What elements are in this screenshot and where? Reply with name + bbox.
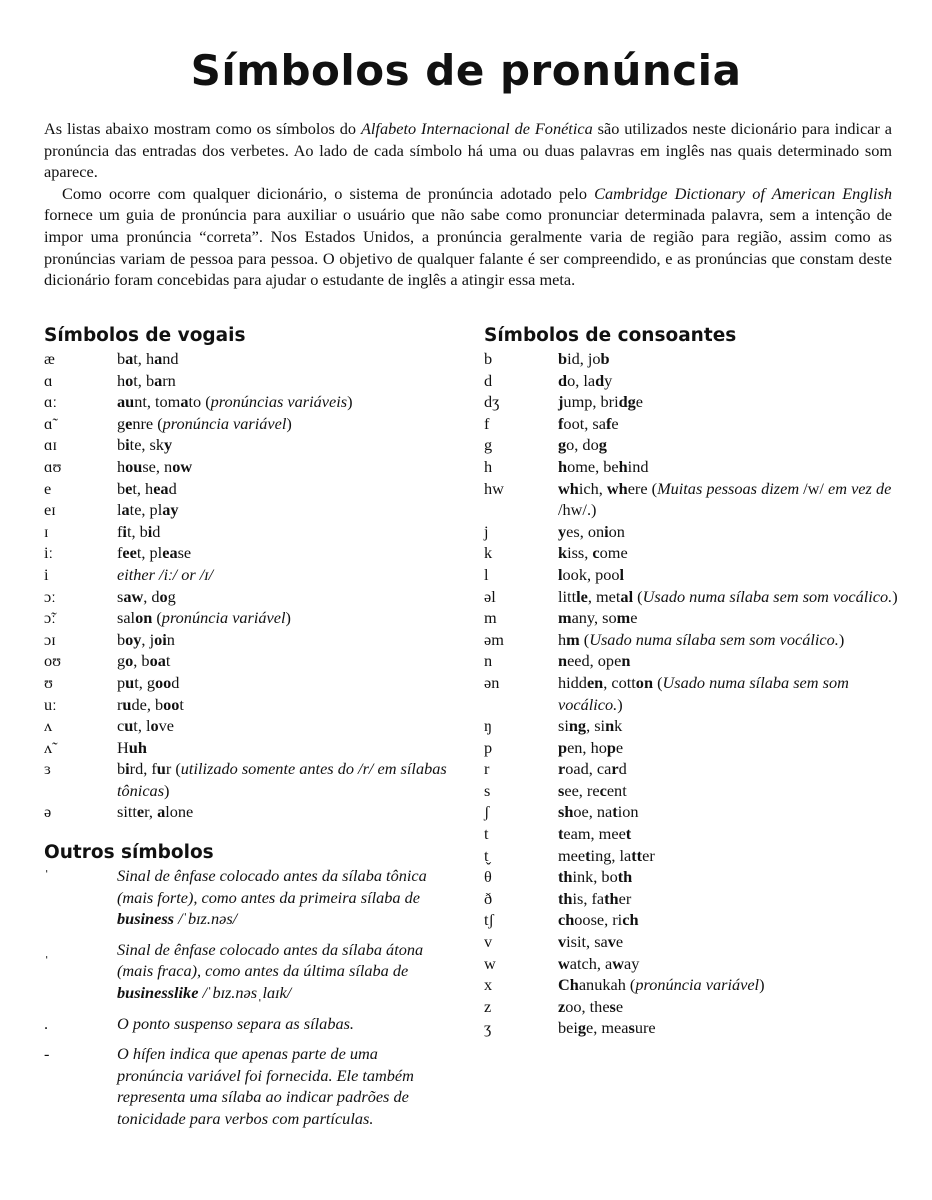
symbol: ɑ̃ [44, 413, 53, 433]
example-words: team, meet [558, 824, 632, 844]
symbol: hw [484, 478, 504, 498]
example-words: bird, fur (utilizado somente antes do /r/ em sílabas tônicas) [117, 759, 447, 800]
vowel-row [44, 586, 454, 608]
symbol: iː [44, 543, 54, 563]
consonant-row [484, 866, 904, 888]
vowel-row [44, 629, 454, 651]
example-words: bet, head [117, 478, 177, 498]
symbol: s [484, 780, 491, 800]
symbol: ɔ̃ː [44, 608, 56, 628]
example-words: zoo, these [558, 996, 624, 1016]
symbol: v [484, 932, 493, 952]
symbol: ɑ [44, 370, 53, 390]
vowel-row [44, 564, 454, 586]
consonant-list [484, 348, 904, 1039]
consonant-row [484, 391, 904, 413]
symbol: ɑː [44, 392, 58, 412]
symbol: k [484, 543, 493, 563]
symbol: ð [484, 888, 493, 908]
consonant-row [484, 629, 904, 651]
consonant-row [484, 413, 904, 435]
consonant-row [484, 801, 904, 823]
symbol: i [44, 564, 49, 584]
symbol: ɔɪ [44, 629, 56, 649]
symbol: ʌ̃ [44, 737, 53, 757]
vowel-row [44, 370, 454, 392]
vowel-row [44, 650, 454, 672]
symbol: uː [44, 694, 57, 714]
example-words: Sinal de ênfase colocado antes da sílaba átona (mais fraca), como antes da última sílaba de businesslike /ˈbɪz.nəsˌlɑɪk/ [117, 939, 424, 1003]
example-words: do, lady [558, 370, 613, 390]
consonant-row [484, 758, 904, 780]
consonant-row [484, 931, 904, 953]
symbol: g [484, 435, 493, 455]
symbol: e [44, 478, 52, 498]
example-words: many, some [558, 608, 638, 628]
example-words: watch, away [558, 953, 640, 973]
vowel-row [44, 478, 454, 500]
vowel-row [44, 521, 454, 543]
example-words: cut, love [117, 716, 175, 736]
example-words: kiss, come [558, 543, 628, 563]
vowel-row [44, 456, 454, 478]
other-symbols-heading: Outros símbolos [44, 842, 214, 864]
vowels-heading: Símbolos de vogais [44, 325, 246, 346]
vowel-row [44, 758, 454, 801]
consonant-row [484, 780, 904, 802]
other-symbols-list [44, 865, 454, 1130]
example-words: bat, hand [117, 349, 179, 368]
example-words: sitter, alone [117, 802, 194, 822]
symbol: ɑɪ [44, 435, 58, 455]
example-words: home, behind [558, 456, 649, 476]
consonant-row [484, 348, 904, 370]
consonant-row [484, 737, 904, 759]
example-words: hm (Usado numa sílaba sem som vocálico.) [558, 629, 845, 649]
consonant-row [484, 564, 904, 586]
example-words: Chanukah (pronúncia variável) [558, 975, 765, 995]
consonant-row [484, 953, 904, 975]
example-words: shoe, nation [558, 802, 639, 822]
example-words: hot, barn [117, 370, 176, 390]
example-words: road, card [558, 759, 627, 779]
example-words: either /iː/ or /ɪ/ [117, 564, 214, 584]
symbol: ə [44, 802, 52, 822]
symbol: θ [484, 867, 492, 887]
other-symbol-row [44, 865, 454, 930]
vowel-row [44, 413, 454, 435]
consonant-row [484, 456, 904, 478]
example-words: O hífen indica que apenas parte de uma pronúncia variável foi fornecida. Ele também representa uma sílaba ao indicar padrões de tonicidade para verbos com partículas. [117, 1044, 414, 1128]
example-words: sing, sink [558, 716, 623, 736]
page-title: Símbolos de pronúncia [190, 46, 742, 95]
intro-paragraph: As listas abaixo mostram como os símbolos do Alfabeto Internacional de Fonética são utilizados neste dicionário para indicar a pronúncia das entradas dos verbetes. Ao lado de cada símbolo há uma ou duas palavras em inglês nas quais determinado som aparece. [44, 119, 893, 182]
vowel-row [44, 694, 454, 716]
symbol: . [44, 1013, 49, 1033]
consonant-row [484, 845, 904, 867]
symbol: əm [484, 629, 504, 649]
example-words: Sinal de ênfase colocado antes da sílaba tônica (mais forte), como antes da primeira sílaba de business /ˈbɪz.nəs/ [117, 866, 427, 929]
consonant-row [484, 607, 904, 629]
vowel-list [44, 348, 454, 823]
symbol: p [484, 737, 493, 757]
example-words: genre (pronúncia variável) [117, 413, 292, 433]
vowel-row [44, 715, 454, 737]
example-words: hidden, cotton (Usado numa sílaba sem som vocálico.) [558, 672, 849, 714]
vowel-row [44, 737, 454, 759]
example-words: go, boat [117, 651, 171, 671]
example-words: jump, bridge [558, 392, 644, 412]
example-words: yes, onion [558, 521, 625, 541]
intro-paragraph: Como ocorre com qualquer dicionário, o sistema de pronúncia adotado pelo Cambridge Dictionary of American English fornece um guia de pronúncia para auxiliar o usuário que não sabe como pronunciar determinada palavra, sem a intenção de impor uma pronúncia “correta”. Nos Estados Unidos, a pronúncia geralmente varia de região para região, assim como as pronúncias variam de pessoa para pessoa. O objetivo de qualquer falante é ser compreendido, e as pronúncias que constam deste dicionário foram concebidas para ajudar o estudante de inglês a atingir essa meta. [44, 183, 892, 290]
vowel-row [44, 499, 454, 521]
example-words: need, open [558, 651, 631, 671]
symbol: d [484, 370, 493, 390]
example-words: this, father [558, 888, 632, 908]
example-words: feet, please [117, 543, 192, 563]
left-column [44, 324, 454, 1139]
other-symbol-row [44, 939, 454, 1004]
consonant-row [484, 370, 904, 392]
consonant-row [484, 478, 904, 521]
example-words: bid, job [558, 349, 610, 368]
example-words: see, recent [558, 780, 627, 800]
example-words: saw, dog [117, 586, 176, 606]
symbol: ŋ [484, 716, 493, 736]
example-words: choose, rich [558, 910, 639, 930]
example-words: salon (pronúncia variável) [117, 608, 291, 628]
consonant-row [484, 909, 904, 931]
symbol: æ [44, 349, 55, 368]
consonant-row [484, 542, 904, 564]
symbol: f [484, 413, 490, 433]
consonant-row [484, 434, 904, 456]
example-words: bite, sky [117, 435, 173, 455]
symbol: ʊ [44, 672, 53, 692]
symbol: x [484, 975, 493, 995]
consonant-row [484, 888, 904, 910]
example-words: meeting, latter [558, 845, 655, 865]
example-words: Huh [117, 737, 147, 757]
symbol: ɜ [44, 759, 51, 779]
symbol: - [44, 1044, 50, 1064]
symbol: j [484, 521, 489, 541]
symbol: tʃ [484, 910, 494, 930]
vowel-row [44, 391, 454, 413]
symbol: z [484, 996, 492, 1016]
example-words: think, both [558, 867, 633, 887]
example-words: aunt, tomato (pronúncias variáveis) [117, 392, 353, 412]
example-words: which, where (Muitas pessoas dizem /w/ em vez de /hw/.) [558, 478, 892, 520]
symbol: ʌ [44, 716, 53, 736]
symbol: l [484, 564, 489, 584]
consonant-row [484, 1017, 904, 1039]
symbol: ʒ [484, 1018, 492, 1038]
symbol: ɑʊ [44, 456, 62, 476]
example-words: go, dog [558, 435, 607, 455]
example-words: beige, measure [558, 1018, 656, 1038]
example-words: late, play [117, 500, 179, 520]
vowel-row [44, 607, 454, 629]
other-symbol-row [44, 1013, 454, 1035]
consonant-row [484, 996, 904, 1018]
symbol: ʃ [484, 802, 490, 822]
vowel-row [44, 348, 454, 370]
example-words: look, pool [558, 564, 625, 584]
symbol: t [484, 824, 489, 844]
consonant-row [484, 715, 904, 737]
symbol: əl [484, 586, 496, 606]
vowel-row [44, 542, 454, 564]
consonant-row [484, 672, 904, 715]
symbol: h [484, 456, 493, 476]
symbol: eɪ [44, 500, 56, 520]
example-words: visit, save [558, 932, 624, 952]
symbol: oʊ [44, 651, 62, 671]
symbol: dʒ [484, 392, 500, 412]
consonant-row [484, 974, 904, 996]
symbol: b [484, 349, 493, 368]
symbol: r [484, 759, 490, 779]
symbol: ən [484, 672, 500, 692]
symbol: ɪ [44, 521, 49, 541]
symbol: ɔː [44, 586, 56, 606]
example-words: foot, safe [558, 413, 619, 433]
consonants-heading: Símbolos de consoantes [484, 325, 737, 346]
example-words: house, now [117, 456, 193, 476]
symbol: ˈ [44, 866, 50, 886]
consonant-row [484, 650, 904, 672]
consonant-row [484, 823, 904, 845]
intro-text [44, 118, 892, 291]
consonant-row [484, 521, 904, 543]
example-words: put, good [117, 672, 180, 692]
symbol: n [484, 651, 493, 671]
example-words: O ponto suspenso separa as sílabas. [117, 1013, 355, 1033]
symbol: t̬ [484, 845, 489, 865]
example-words: boy, join [117, 629, 175, 649]
example-words: little, metal (Usado numa sílaba sem som vocálico.) [558, 586, 898, 606]
symbol: m [484, 608, 497, 628]
example-words: pen, hope [558, 737, 624, 757]
example-words: fit, bid [117, 521, 161, 541]
consonant-row [484, 586, 904, 608]
right-column [484, 324, 904, 1039]
vowel-row [44, 672, 454, 694]
vowel-row [44, 434, 454, 456]
other-symbol-row [44, 1043, 454, 1129]
vowel-row [44, 801, 454, 823]
example-words: rude, boot [117, 694, 184, 714]
symbol: w [484, 953, 496, 973]
symbol: ˌ [44, 939, 50, 959]
